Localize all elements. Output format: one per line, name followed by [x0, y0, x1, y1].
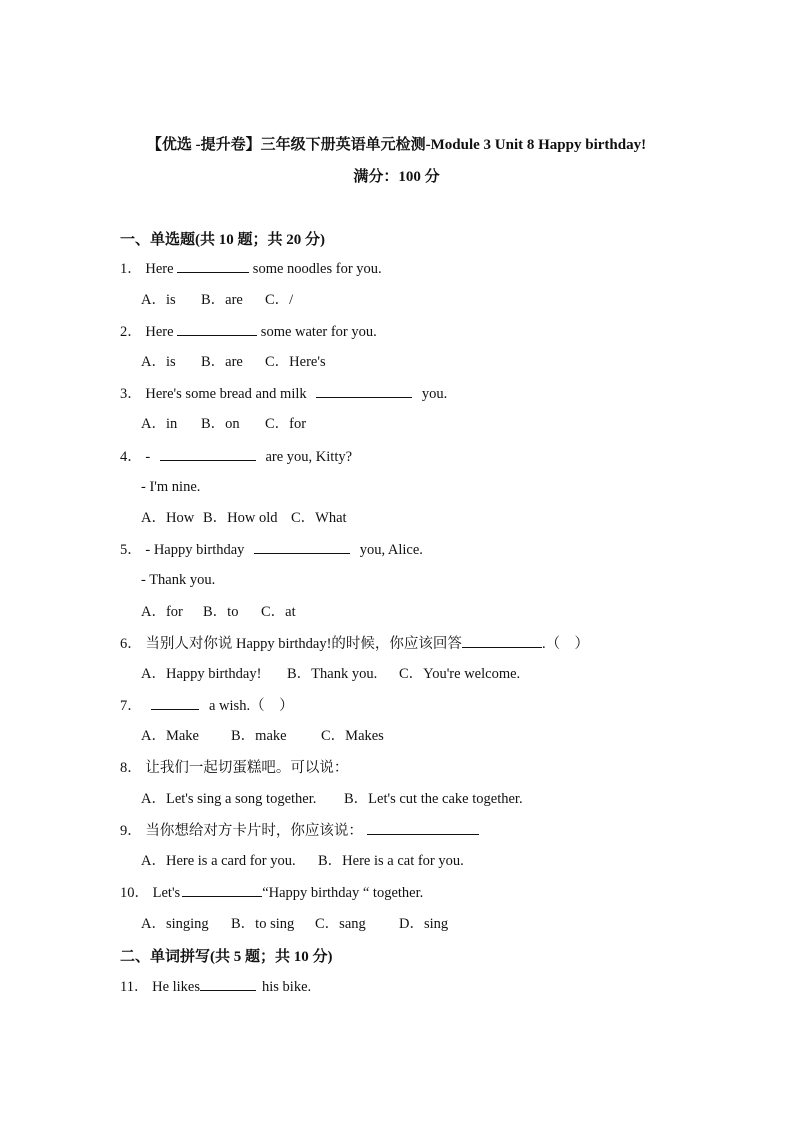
question-text: Here's some bread and milk	[145, 386, 307, 402]
question-11	[120, 976, 311, 997]
question-5-reply: - Thank you.	[141, 572, 216, 588]
option-b[interactable]: B．How old	[203, 510, 278, 526]
question-text: 当你想给对方卡片时，你应该说：	[145, 823, 363, 839]
question-9-options	[141, 851, 464, 871]
question-number: 3．	[120, 386, 142, 402]
question-1	[120, 258, 382, 279]
question-8-options	[141, 789, 523, 809]
option-d[interactable]: D．sing	[399, 916, 449, 932]
question-text: 当别人对你说 Happy birthday!的时候，你应该回答	[145, 636, 462, 652]
question-number: 7．	[120, 698, 142, 714]
option-c[interactable]: C．Here's	[265, 354, 326, 370]
option-b[interactable]: B．make	[231, 728, 287, 744]
option-a[interactable]: A．Let's sing a song together.	[141, 791, 317, 807]
option-a[interactable]: A．for	[141, 604, 183, 620]
question-6-options	[141, 664, 520, 684]
option-c[interactable]: C．for	[265, 416, 307, 432]
answer-blank[interactable]	[177, 258, 249, 273]
option-b[interactable]: B．to sing	[231, 916, 295, 932]
option-a[interactable]: A．How	[141, 510, 195, 526]
question-text: -	[145, 449, 151, 465]
question-number: 9．	[120, 823, 142, 839]
answer-blank[interactable]	[151, 695, 199, 710]
question-text: He likes	[152, 979, 201, 995]
question-9	[120, 820, 479, 841]
answer-blank[interactable]	[367, 820, 479, 835]
question-text: - Happy birthday	[145, 542, 245, 558]
answer-blank[interactable]	[182, 882, 262, 897]
question-2	[120, 321, 377, 342]
question-3-options	[141, 414, 306, 434]
question-text: some water for you.	[260, 324, 377, 340]
option-a[interactable]: A．is	[141, 354, 176, 370]
option-c[interactable]: C．/	[265, 292, 294, 308]
answer-blank[interactable]	[254, 539, 350, 554]
option-b[interactable]: B．Here is a cat for you.	[318, 853, 464, 869]
option-b[interactable]: B．are	[201, 292, 243, 308]
question-number: 6．	[120, 636, 142, 652]
option-a[interactable]: A．Happy birthday!	[141, 666, 262, 682]
question-number: 2．	[120, 324, 142, 340]
answer-blank[interactable]	[462, 633, 542, 648]
option-a[interactable]: A．in	[141, 416, 178, 432]
question-7	[120, 695, 294, 716]
question-text: Here	[145, 261, 174, 277]
option-c[interactable]: C．sang	[315, 916, 366, 932]
question-number: 11．	[120, 979, 149, 995]
option-c[interactable]: C．What	[291, 510, 347, 526]
option-a[interactable]: A．singing	[141, 916, 209, 932]
question-text: Let's	[152, 885, 181, 901]
question-10	[120, 882, 423, 903]
question-text: his bike.	[262, 979, 312, 995]
option-a[interactable]: A．Make	[141, 728, 199, 744]
section-heading-1: 一、单选题(共 10 题；共 20 分)	[120, 232, 325, 248]
question-number: 1．	[120, 261, 142, 277]
answer-blank[interactable]	[200, 976, 256, 991]
question-text: Here	[145, 324, 174, 340]
question-4-options	[141, 508, 347, 528]
question-number: 5．	[120, 542, 142, 558]
question-4	[120, 446, 352, 467]
section-heading-2: 二、单词拼写(共 5 题；共 10 分)	[120, 949, 333, 965]
option-c[interactable]: C．You're welcome.	[399, 666, 521, 682]
option-b[interactable]: B．to	[203, 604, 239, 620]
question-8	[120, 758, 348, 778]
question-5-options	[141, 602, 296, 622]
question-text: you, Alice.	[359, 542, 423, 558]
option-c[interactable]: C．Makes	[321, 728, 384, 744]
question-2-options	[141, 352, 326, 372]
option-b[interactable]: B．on	[201, 416, 240, 432]
question-10-options	[141, 914, 448, 934]
option-b[interactable]: B．are	[201, 354, 243, 370]
question-text: you.	[421, 386, 448, 402]
full-score: 满分：100 分	[353, 169, 440, 185]
question-6	[120, 633, 589, 654]
question-text: .（ ）	[541, 636, 590, 652]
option-a[interactable]: A．is	[141, 292, 176, 308]
question-text: some noodles for you.	[252, 261, 382, 277]
option-b[interactable]: B．Thank you.	[287, 666, 378, 682]
question-number: 8．	[120, 760, 142, 776]
question-text: 让我们一起切蛋糕吧。可以说：	[145, 760, 349, 776]
answer-blank[interactable]	[177, 321, 257, 336]
question-number: 10．	[120, 885, 149, 901]
question-text: “Happy birthday “ together.	[262, 885, 424, 901]
option-c[interactable]: C．at	[261, 604, 296, 620]
page-title: 【优选 -提升卷】三年级下册英语单元检测-Module 3 Unit 8 Happy birthday!	[146, 137, 647, 153]
question-number: 4．	[120, 449, 142, 465]
question-1-options	[141, 290, 293, 310]
question-7-options	[141, 726, 384, 746]
question-text: are you, Kitty?	[265, 449, 353, 465]
question-text: a wish.（ ）	[209, 698, 294, 714]
question-3	[120, 383, 447, 404]
option-b[interactable]: B．Let's cut the cake together.	[344, 791, 523, 807]
question-4-reply: - I'm nine.	[141, 479, 201, 495]
answer-blank[interactable]	[316, 383, 412, 398]
answer-blank[interactable]	[160, 446, 256, 461]
option-a[interactable]: A．Here is a card for you.	[141, 853, 296, 869]
question-5	[120, 539, 423, 560]
